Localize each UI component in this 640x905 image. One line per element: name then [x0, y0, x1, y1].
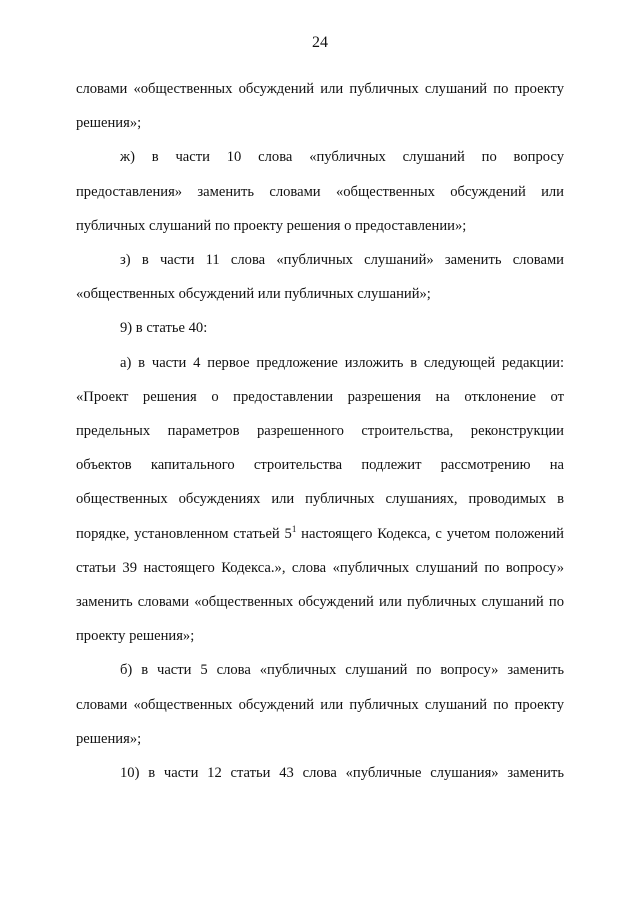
paragraph: словами «общественных обсуждений или публичных слушаний по проекту решения»;: [76, 81, 564, 132]
paragraph: 10) в части 12 статьи 43 слова «публичные слушания» заменить: [120, 765, 564, 782]
paragraph-text: а) в части 4 первое предложение изложить в следующей редакции: «Проект решения о предоставлении разрешения на отклонение от предельных параметров разрешенного строительства, реконструкции объектов капитального строительства подлежит рассмотрению на общественных обсуждениях или публичных слушаниях, проводимых в порядке, установленном статьей 5: [76, 354, 564, 542]
paragraph: [76, 346, 564, 654]
paragraph: ж) в части 10 слова «публичных слушаний по вопросу предоставления» заменить словами «общественных обсуждений или публичных слушаний по проекту решения о предоставлении»;: [76, 149, 564, 234]
page-number: 24: [312, 34, 328, 51]
paragraph: з) в части 11 слова «публичных слушаний» заменить словами «общественных обсуждений или публичных слушаний»;: [76, 252, 564, 303]
paragraph: 9) в статье 40:: [120, 320, 208, 337]
paragraph-text: настоящего Кодекса, с учетом положений статьи 39 настоящего Кодекса.», слова «публичных слушаний по вопросу» заменить словами «общественных обсуждений или публичных слушаний по проекту решения»;: [76, 525, 564, 645]
paragraph: б) в части 5 слова «публичных слушаний по вопросу» заменить словами «общественных обсуждений или публичных слушаний по проекту решения»;: [76, 662, 564, 747]
document-body: [76, 72, 564, 790]
superscript: 1: [291, 523, 297, 534]
